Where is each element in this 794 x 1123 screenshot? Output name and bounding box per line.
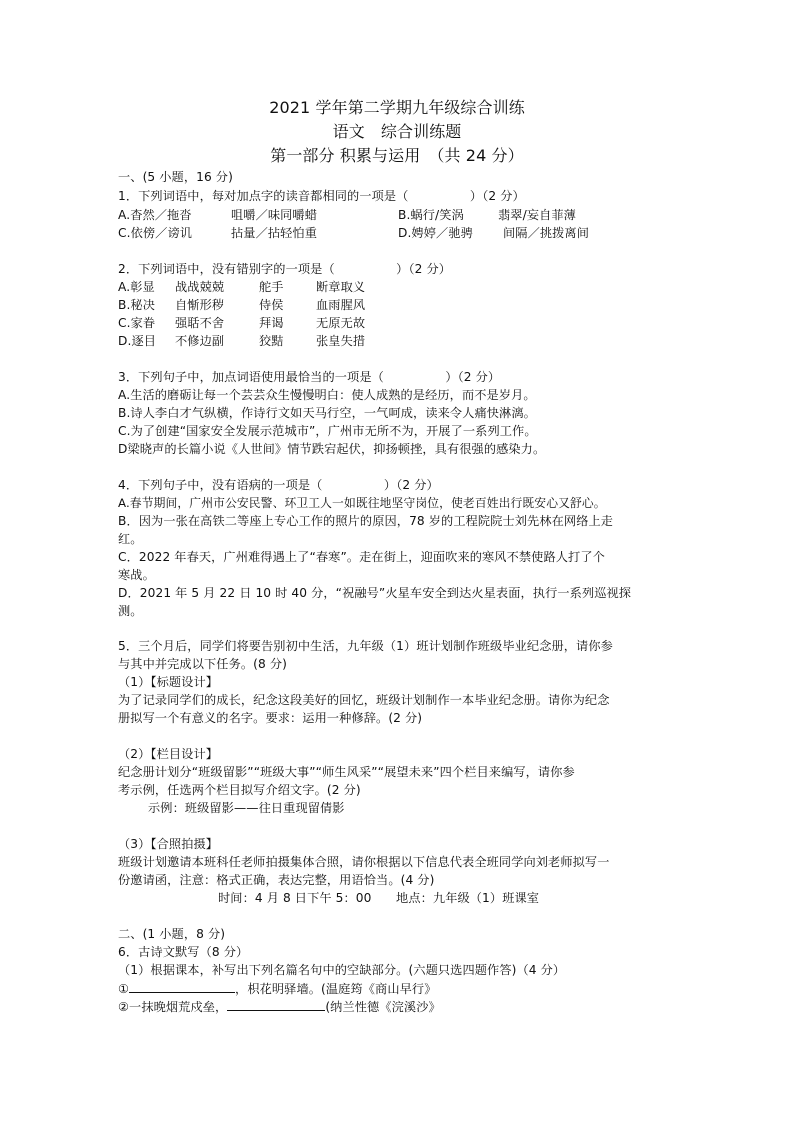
q4-stem: 4．下列句子中，没有语病的一项是（ ）（2 分） bbox=[118, 478, 439, 492]
q2-option-b-w4: 血雨腥风 bbox=[316, 298, 366, 312]
exam-title: 2021 学年第二学期九年级综合训练 bbox=[269, 98, 525, 117]
q2-stem: 2．下列词语中，没有错别字的一项是（ ）（2 分） bbox=[118, 262, 452, 276]
q4-option-c-line1: C．2022 年春天，广州难得遇上了“春寒”。走在街上，迎面吹来的寒风不禁使路人打了个 bbox=[118, 550, 605, 564]
part-one-heading: 第一部分 积累与运用 （共 24 分） bbox=[270, 146, 524, 165]
q2-option-a-w1: A.彰显 bbox=[118, 280, 155, 294]
q6-item2-prefix: ②一抹晚烟荒戍垒， bbox=[118, 1000, 228, 1014]
q5-sub1-line2: 册拟写一个有意义的名字。要求：运用一种修辞。(2 分) bbox=[118, 711, 423, 725]
q5-sub3-line1: 班级计划邀请本班科任老师拍摄集体合照，请你根据以下信息代表全班同学向刘老师拟写一 bbox=[118, 855, 610, 869]
section-one-heading: 一、(5 小题，16 分) bbox=[118, 170, 233, 184]
q6-item1-text: ，枳花明驿墙。(温庭筠《商山早行》 bbox=[235, 982, 437, 996]
q1-option-c: C.依傍／谤讥 bbox=[118, 226, 193, 240]
q6-item2-text: (纳兰性德《浣溪沙》 bbox=[325, 1000, 441, 1014]
q1-option-d: D.娉婷／驰骋 bbox=[398, 226, 473, 240]
q1-option-b-pair2: 翡翠/妄自菲薄 bbox=[498, 208, 576, 222]
q2-option-c-w4: 无原无故 bbox=[316, 316, 366, 330]
q2-option-b-w2: 自惭形秽 bbox=[175, 298, 225, 312]
q5-sub2-title: （2）【栏目设计】 bbox=[118, 747, 219, 761]
q3-option-a: A.生活的磨砺让每一个芸芸众生慢慢明白：使人成熟的是经历，而不是岁月。 bbox=[118, 388, 536, 402]
q6-item1-prefix: ① bbox=[118, 982, 130, 996]
q2-option-b-w1: B.秘决 bbox=[118, 298, 156, 312]
q2-option-b-w3: 侍侯 bbox=[259, 298, 284, 312]
q2-option-a-w4: 断章取义 bbox=[316, 280, 366, 294]
q6-item1 bbox=[118, 980, 437, 997]
q1-option-b: B.蜗行/笑涡 bbox=[398, 208, 464, 222]
q6-stem: 6．古诗文默写（8 分） bbox=[118, 945, 249, 959]
q2-option-d-w4: 张皇失措 bbox=[316, 334, 366, 348]
q1-option-a: A.杳然／拖沓 bbox=[118, 208, 192, 222]
q5-sub3-info: 时间：4 月 8 日下午 5：00 地点：九年级（1）班课室 bbox=[218, 891, 540, 905]
q2-option-d-w2: 不修边副 bbox=[175, 334, 225, 348]
q2-option-d-w1: D.逐目 bbox=[118, 334, 157, 348]
q4-option-c-line2: 寒战。 bbox=[118, 568, 155, 582]
q2-option-c-w3: 拜谒 bbox=[259, 316, 284, 330]
q3-option-c: C.为了创建“国家安全发展示范城市”，广州市无所不为，开展了一系列工作。 bbox=[118, 424, 537, 438]
q2-option-c-w2: 强聒不舍 bbox=[175, 316, 225, 330]
q2-option-a-w3: 舵手 bbox=[259, 280, 284, 294]
q5-sub1-title: （1）【标题设计】 bbox=[118, 675, 219, 689]
q4-option-b-line2: 红。 bbox=[118, 532, 143, 546]
q1-option-d-pair2: 间隔／挑拨离间 bbox=[503, 226, 590, 240]
q6-item2-blank[interactable] bbox=[227, 998, 325, 1011]
q5-sub3-line2: 份邀请函，注意：格式正确，表达完整，用语恰当。(4 分) bbox=[118, 873, 435, 887]
q5-stem-line1: 5．三个月后，同学们将要告别初中生活，九年级（1）班计划制作班级毕业纪念册，请你参 bbox=[118, 639, 613, 653]
q4-option-d-line1: D．2021 年 5 月 22 日 10 时 40 分，“祝融号”火星车安全到达火星表面，执行一系列巡视探 bbox=[118, 586, 632, 600]
q5-stem-line2: 与其中并完成以下任务。(8 分) bbox=[118, 657, 287, 671]
section-two-heading: 二、(1 小题，8 分) bbox=[118, 927, 226, 941]
q5-sub2-example: 示例：班级留影——往日重现留倩影 bbox=[148, 801, 345, 815]
q4-option-a: A.春节期间，广州市公安民警、环卫工人一如既往地坚守岗位，使老百姓出行既安心又舒心。 bbox=[118, 496, 606, 510]
q5-sub2-line2: 考示例，任选两个栏目拟写介绍文字。(2 分) bbox=[118, 783, 361, 797]
exam-subject: 语文 综合训练题 bbox=[332, 122, 462, 141]
q2-option-c-w1: C.家眷 bbox=[118, 316, 156, 330]
q5-sub3-title: （3）【合照拍摄】 bbox=[118, 837, 219, 851]
q1-option-a-pair2: 咀嚼／味同嚼蜡 bbox=[231, 208, 318, 222]
q2-option-a-w2: 战战兢兢 bbox=[175, 280, 225, 294]
q6-sub1: （1）根据课本，补写出下列名篇名句中的空缺部分。(六题只选四题作答)（4 分） bbox=[118, 963, 566, 977]
q3-option-b: B.诗人李白才气纵横，作诗行文如天马行空，一气呵成，读来令人痛快淋漓。 bbox=[118, 406, 536, 420]
q2-option-d-w3: 狡黠 bbox=[259, 334, 284, 348]
q3-stem: 3．下列句子中，加点词语使用最恰当的一项是（ ）（2 分） bbox=[118, 370, 501, 384]
q6-item1-blank[interactable] bbox=[129, 980, 235, 993]
q5-sub2-line1: 纪念册计划分“班级留影”“班级大事”“师生风采”“展望未来”四个栏目来编写，请你参 bbox=[118, 765, 575, 779]
q5-sub1-line1: 为了记录同学们的成长，纪念这段美好的回忆，班级计划制作一本毕业纪念册。请你为纪念 bbox=[118, 693, 610, 707]
q1-option-c-pair2: 拈量／拈轻怕重 bbox=[231, 226, 318, 240]
q4-option-d-line2: 测。 bbox=[118, 604, 143, 618]
q6-item2 bbox=[118, 998, 441, 1015]
q3-option-d: D梁晓声的长篇小说《人世间》情节跌宕起伏，抑扬顿挫，具有很强的感染力。 bbox=[118, 442, 546, 456]
q1-stem: 1．下列词语中，每对加点字的读音都相同的一项是（ ）（2 分） bbox=[118, 189, 525, 203]
q4-option-b-line1: B．因为一张在高铁二等座上专心工作的照片的原因，78 岁的工程院院士刘先林在网络上走 bbox=[118, 514, 614, 528]
